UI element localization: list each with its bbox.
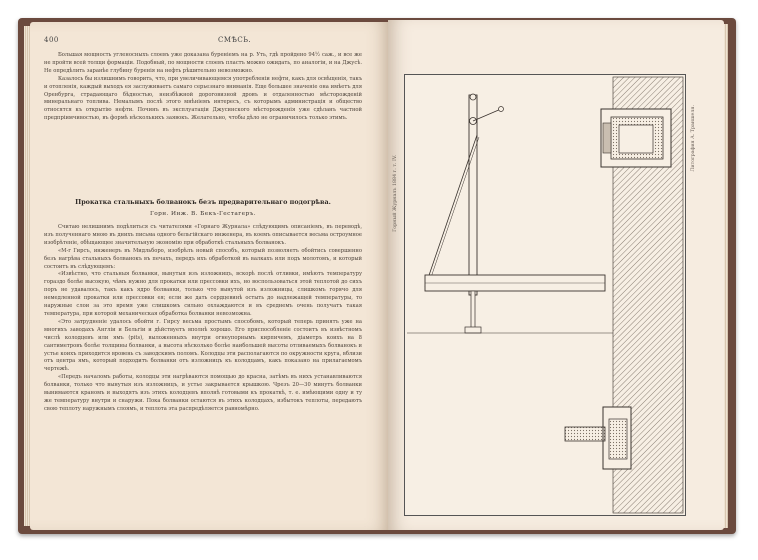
plate-side-label-right: Литография А. Траншеля. [691, 105, 696, 172]
crane-column [469, 95, 477, 295]
page-number: 400 [44, 36, 59, 44]
paragraph: «Извѣстно, что стальныя болванки, вынутыя изъ изложницъ, вскорѣ послѣ отливки, имѣютъ температуру гораздо болѣе высокую, чѣмъ нужно для прокатки или прессовки ихъ, но воспользоваться этой теплотой до сихъ поръ не удавалось, такъ какъ ядро болванки, только что вынутой изъ изложницы, слишкомъ горячо для немедленной прокатки или прессовки ея; если же дать сердцевинѣ остыть до надлежащей температуры, то наружные слои за это время уже слишкомъ сильно охлаждаются и въ среднемъ очень получатъ такая температура, при которой механическая обработка болванки невозможна. [44, 271, 362, 317]
paragraph: Большая мощность угленосныхъ слоевъ уже доказана буреніемъ на р. Уть, гдѣ пройдено 94½ саж., и все же не пройти всей толщи формаціи. Подобный, по мощности слоевъ пластъ можно ожидать, по аналогіи, и на Джусѣ. Не опредѣлить заранѣе глубину буренія на нефть рѣшительно невозможно. [44, 52, 362, 74]
paragraph: Считаю нелишнимъ подѣлиться съ читателями «Горнаго Журнала» слѣдующимъ описаніемъ, въ переводѣ, изъ полученнаго мною въ днихъ письма одного бельгійскаго инженера, въ коемъ описывается весьма остроумное изобрѣтеніе, обѣщающее значительную экономію при обработкѣ стальныхъ болванокъ. [44, 224, 362, 246]
paragraph: «Передъ началомъ работы, колодцы эти нагрѣваются помощью до красна, затѣмъ въ нихъ устанавливаются болванки, только что вынутыя изъ изложницъ, и устье закрывается крышкою. Чрезъ 20—30 минутъ болванки вынимаются краномъ и выходятъ изъ этихъ колодцевъ вполнѣ готовыми къ прокаткѣ, т. е. имѣющими одну и ту же температуру внутри и снаружи. Пока болванки остаются въ этихъ колодцахъ, избытокъ теплоты, передаютъ свою теплоту наружнымъ слоямъ, и теплота эта распредѣляется равномѣрно. [44, 374, 362, 412]
soaking-pit-crane-drawing [405, 75, 685, 515]
article-body [44, 224, 362, 414]
running-title: СМѢСЬ. [218, 36, 252, 44]
section-title: Прокатка стальныхъ болванокъ безъ предварительнаго подогрѣва. [75, 198, 331, 206]
paragraph: Казалось бы излишнимъ говорить, что, при увеличивающемся употребленіи нефти, какъ для освѣщенія, такъ и отопленія, каждый выходъ ея заслуживаетъ самаго серьезнаго вниманія. Еще большее значеніе она имѣетъ для Оренбурга, страдающаго бѣдностью, неизбѣжной дороговизной дровъ и отдаленностью мѣсторожденій минеральнаго топлива. Немалымъ послѣ этого мнѣніемъ интересъ, съ которымъ администрація и общество относятся къ открытію нефти. Починъ въ эксплуатаціи Джусинского мѣсторожденія уже сдѣланъ частной предпріимчивостью, въ формѣ нѣсколькихъ заявокъ. Желательно, чтобы дѣло не ограничилось только этимъ. [44, 75, 362, 122]
plate-side-label-left: Горный Журналъ 1884 г. т. IV. [393, 155, 398, 232]
intro-text [44, 52, 362, 123]
ingot [565, 427, 605, 441]
paragraph: «М-r Гирсъ, инженеръ въ Мидльборо, изобрѣлъ новый способъ, который позволяетъ обойтись совершенно безъ нагрѣва стальныхъ болванокъ въ печахъ, передъ ихъ обработкой въ валкахъ или подъ молотомъ, и который состоитъ въ слѣдующемъ: [44, 247, 362, 270]
paragraph: «Это затрудненіе удалось обойти г. Гирсу весьма простымъ способомъ, который теперь принятъ уже на многихъ заводахъ Англіи и Бельгіи и дѣйствуетъ вполнѣ хорошо. Его приспособленіе состоитъ въ извѣстномъ числѣ колодцевъ или ямъ (pits), выложенныхъ внутри огнеупорнымъ кирпичемъ, діаметръ коихъ на 8 сантиметровъ болѣе толщины болванки, а высота нѣсколько болѣе наибольшей высоты отливаемыхъ болванокъ и устье коихъ приходится вровень съ заводскимъ поломъ. Колодцы эти располагаются по окружности круга, вблизи отъ центра ямъ, который подходитъ болванки отъ изложницъ къ колодцамъ, какъ показано на прилагаемомъ чертежѣ. [44, 318, 362, 373]
right-page [388, 20, 724, 530]
engraving-plate [393, 74, 696, 516]
section-author: Горн. Инж. В. Бекъ-Гестагеръ. [150, 211, 256, 217]
